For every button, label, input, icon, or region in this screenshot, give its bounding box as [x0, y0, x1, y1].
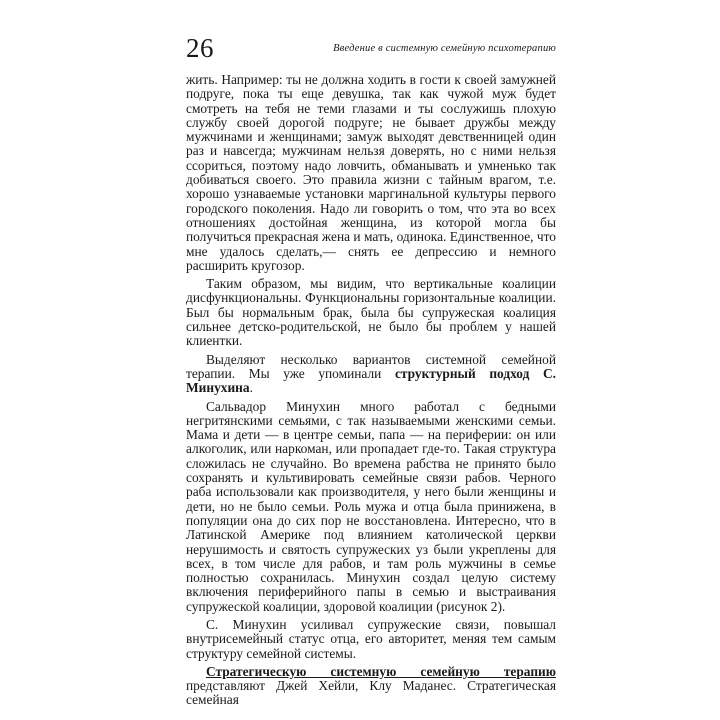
page-number: 26	[186, 33, 214, 63]
paragraph-strategic	[186, 665, 556, 708]
body-text	[186, 73, 556, 712]
paragraph-vertical-coalitions: Таким образом, мы видим, что вертикальные коалиции дисфункциональны. Функциональны горизонтальные коалиции. Был бы нормальным брак, была бы супружеская коалиция сильнее детско-родительской, не было бы проблем у нашей клиентки.	[186, 276, 556, 349]
running-title: Введение в системную семейную психотерапию	[333, 43, 556, 54]
paragraph-minuchin-summary: С. Минухин усиливал супружеские связи, повышал внутрисемейный статус отца, его авторитет, меняя тем самым структуру семейной системы.	[186, 616, 556, 661]
term-strategic-therapy: Стратегическую системную семейную терапию	[206, 663, 556, 679]
paragraph-strategic-rest: представляют Джей Хейли, Клу Маданес. Стратегическая семейная	[186, 678, 556, 708]
paragraph-minuchin: Сальвадор Минухин много работал с бедными негритянскими семьями, с так называемыми женскими семьи. Мама и дети — в центре семьи, папа — на периферии: он или алкоголик, или наркоман, или пропадает где-то. Такая структура сложилась не случайно. Во времена рабства не принято было сохранять и культивировать семейные связи рабов. Черного раба использовали как производителя, у него были женщины и дети, но не было семьи. Роль мужа и отца была принижена, в популяции она до сих пор не восстановлена. Интересно, что в Латинской Америке под влиянием католической церкви нерушимость и святость супружеских уз были укреплены для всех, в том числе для рабов, и там роль мужчины в семье полностью сохранилась. Минухин создал целую систему включения периферийного папы в семью и выстраивания супружеской коалиции, здоровой коалиции (рисунок 2).	[186, 398, 556, 614]
paragraph-continuation: жить. Например: ты не должна ходить в гости к своей замужней подруге, пока ты еще девушка, так как чужой муж будет смотреть на тебя не теми глазами и ты сослужишь плохую службу своей дорогой подруге; не бывает дружбы между мужчинами и женщинами; замуж выходят девственницей один раз и навсегда; мужчинам нельзя доверять, но с ними нельзя ссориться, поэтому надо ловчить, обманывать и умненько так добиваться своего. Это правила жизни с тайным врагом, т.е. хорошо узнаваемые установки маргинальной культуры первого городского поколения. Надо ли говорить о том, что эта во всех отношениях достойная женщина, из которой могла бы получиться прекрасная жена и мать, одинока. Единственное, что мне удалось сделать,— снять ее депрессию и немного расширить кругозор.	[186, 72, 556, 273]
paragraph-variants	[186, 353, 556, 396]
term-structural-approach: структурный подход С. Минухина	[186, 365, 557, 396]
paragraph-variants-end: .	[249, 380, 253, 396]
page-header	[186, 32, 556, 72]
paragraph-variants-lead: Выделяют несколько вариантов системной семейной терапии. Мы уже упоминали	[186, 351, 556, 381]
